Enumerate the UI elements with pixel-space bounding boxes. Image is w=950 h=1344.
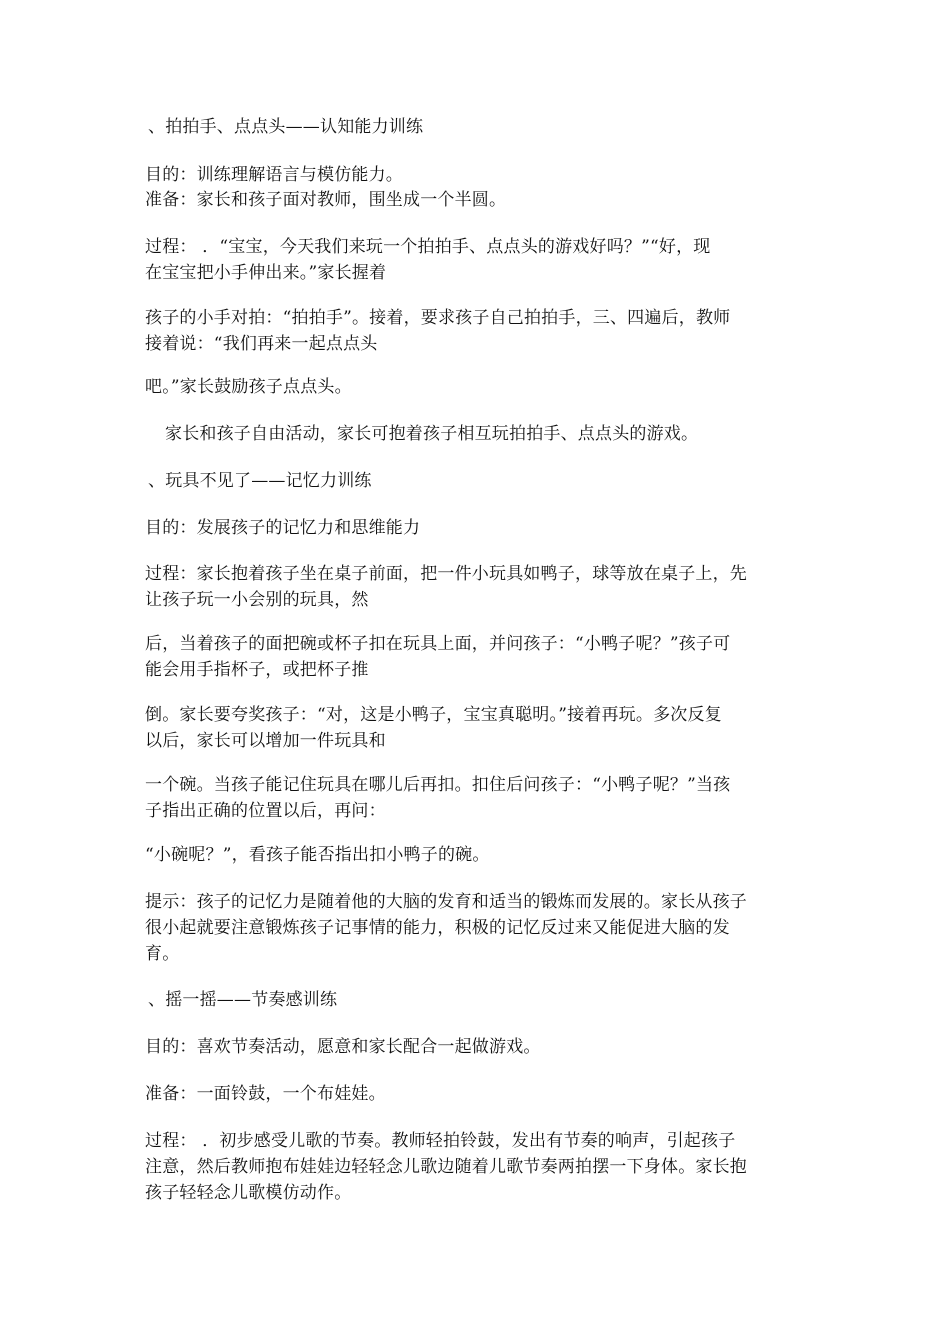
- section-3-goal: 目的：喜欢节奏活动，愿意和家长配合一起做游戏。: [145, 1037, 541, 1057]
- section-1-goal: 目的：训练理解语言与模仿能力。: [145, 165, 403, 185]
- section-1-process-paragraph-4: 家长和孩子自由活动，家长可抱着孩子相互玩拍拍手、点点头的游戏。: [165, 424, 699, 444]
- section-1-heading: 、拍拍手、点点头——认知能力训练: [148, 117, 424, 137]
- section-3-heading: 、摇一摇——节奏感训练: [148, 990, 338, 1010]
- section-1-prep: 准备：家长和孩子面对教师，围坐成一个半圆。: [145, 190, 507, 210]
- section-3-prep: 准备：一面铃鼓，一个布娃娃。: [145, 1084, 386, 1104]
- section-2-process-paragraph-4: 一个碗。当孩子能记住玩具在哪儿后再扣。扣住后问孩子：“小鸭子呢？”当孩 子指出正确的位置以后，再问：: [145, 775, 731, 821]
- section-2-process-paragraph-1: 过程：家长抱着孩子坐在桌子前面，把一件小玩具如鸭子，球等放在桌子上，先 让孩子玩一小会别的玩具，然: [145, 564, 747, 610]
- section-3-process: 过程： ．初步感受儿歌的节奏。教师轻拍铃鼓，发出有节奏的响声，引起孩子 注意，然后教师抱布娃娃边轻轻念儿歌边随着儿歌节奏两拍摆一下身体。家长抱 孩子轻轻念儿歌模仿动作。: [145, 1131, 747, 1203]
- section-2-heading: 、玩具不见了——记忆力训练: [148, 471, 372, 491]
- section-2-tip: 提示：孩子的记忆力是随着他的大脑的发育和适当的锻炼而发展的。家长从孩子 很小起就要注意锻炼孩子记事情的能力，积极的记忆反过来又能促进大脑的发 育。: [145, 892, 747, 964]
- section-1-process-paragraph-1: 过程： ．“宝宝，今天我们来玩一个拍拍手、点点头的游戏好吗？”“好，现 在宝宝把小手伸出来。”家长握着: [145, 237, 711, 283]
- section-1-process-paragraph-2: 孩子的小手对拍：“拍拍手”。接着，要求孩子自己拍拍手，三、四遍后，教师 接着说：“我们再来一起点点头: [145, 308, 731, 354]
- section-2-goal: 目的：发展孩子的记忆力和思维能力: [145, 518, 421, 538]
- section-2-process-paragraph-3: 倒。家长要夸奖孩子：“对，这是小鸭子，宝宝真聪明。”接着再玩。多次反复 以后，家长可以增加一件玩具和: [145, 705, 722, 751]
- section-2-process-paragraph-5: “小碗呢？”，看孩子能否指出扣小鸭子的碗。: [145, 845, 490, 865]
- section-2-process-paragraph-2: 后，当着孩子的面把碗或杯子扣在玩具上面，并问孩子：“小鸭子呢？”孩子可 能会用手指杯子，或把杯子推: [145, 634, 731, 680]
- section-1-process-paragraph-3: 吧。”家长鼓励孩子点点头。: [145, 377, 352, 397]
